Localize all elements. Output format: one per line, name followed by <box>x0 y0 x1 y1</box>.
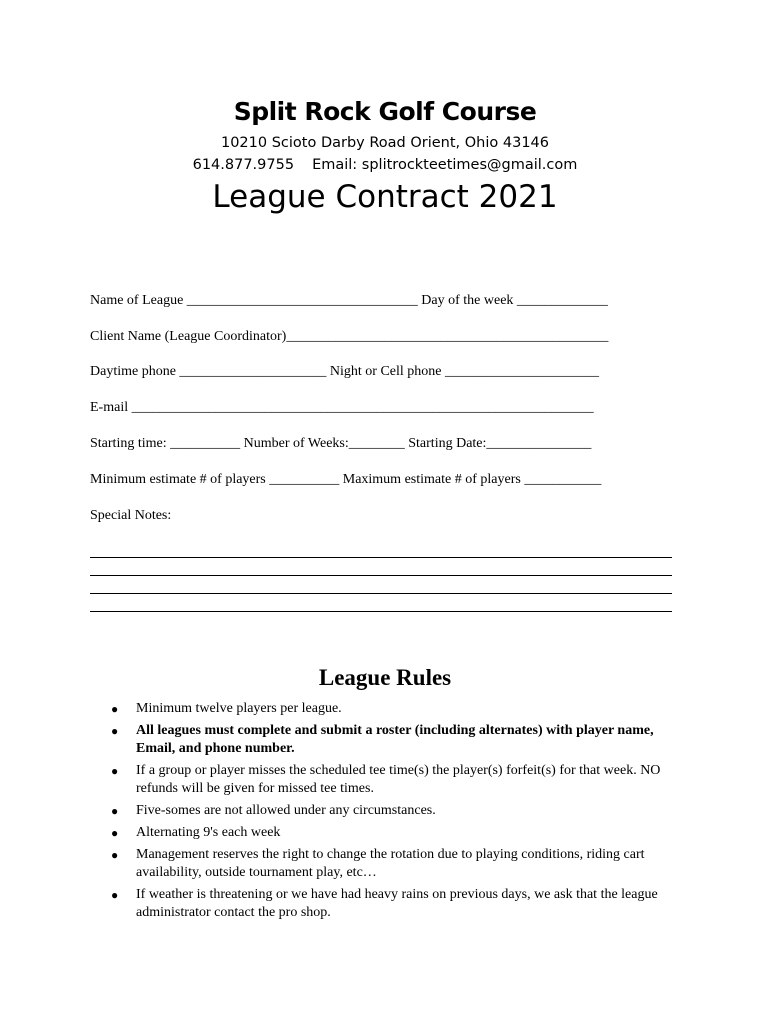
special-notes-line[interactable] <box>90 557 672 558</box>
email-field[interactable]: E-mail __________________________________________________________________ <box>90 400 594 415</box>
list-item: ● If a group or player misses the scheduled tee time(s) the player(s) forfeit(s) for that week. NO refunds will be given for missed tee times. <box>111 763 661 796</box>
course-address: 10210 Scioto Darby Road Orient, Ohio 43146 <box>220 135 550 151</box>
list-item: ● Management reserves the right to change the rotation due to playing conditions, riding cart availability, outside tournament play, etc… <box>111 847 645 880</box>
schedule-fields[interactable]: Starting time: __________ Number of Weeks:________ Starting Date:_______________ <box>90 436 592 451</box>
special-notes-line[interactable] <box>90 575 672 576</box>
phone-fields[interactable]: Daytime phone _____________________ Night or Cell phone ______________________ <box>90 364 600 379</box>
special-notes-line[interactable] <box>90 593 672 594</box>
course-title: Split Rock Golf Course <box>233 97 537 126</box>
bullet-icon: ● <box>111 826 119 840</box>
list-item: ● Alternating 9's each week <box>111 825 281 840</box>
list-item: ● Five-somes are not allowed under any circumstances. <box>111 803 436 818</box>
league-name-field[interactable]: Name of League _________________________________ Day of the week _____________ <box>90 293 608 308</box>
list-item: ● If weather is threatening or we have had heavy rains on previous days, we ask that the league administrator contact the pro shop. <box>111 887 658 920</box>
player-estimate-fields[interactable]: Minimum estimate # of players __________ Maximum estimate # of players ___________ <box>90 472 602 487</box>
special-notes-line[interactable] <box>90 611 672 612</box>
client-name-field[interactable]: Client Name (League Coordinator)______________________________________________ <box>90 329 609 344</box>
bullet-icon: ● <box>111 724 119 738</box>
list-item: ● Minimum twelve players per league. <box>111 701 342 716</box>
special-notes-label: Special Notes: <box>90 508 172 523</box>
contract-title: League Contract 2021 <box>212 179 558 215</box>
bullet-icon: ● <box>111 764 119 778</box>
bullet-icon: ● <box>111 804 119 818</box>
course-phone: 614.877.9755 <box>192 157 295 173</box>
course-contact <box>0 157 770 173</box>
list-item: ● All leagues must complete and submit a roster (including alternates) with player name, Email, and phone number. <box>111 723 654 756</box>
league-rules-title: League Rules <box>318 665 452 690</box>
course-email: Email: splitrockteetimes@gmail.com <box>312 157 578 173</box>
league-rules-list <box>111 700 691 926</box>
bullet-icon: ● <box>111 702 119 716</box>
bullet-icon: ● <box>111 888 119 902</box>
bullet-icon: ● <box>111 848 119 862</box>
